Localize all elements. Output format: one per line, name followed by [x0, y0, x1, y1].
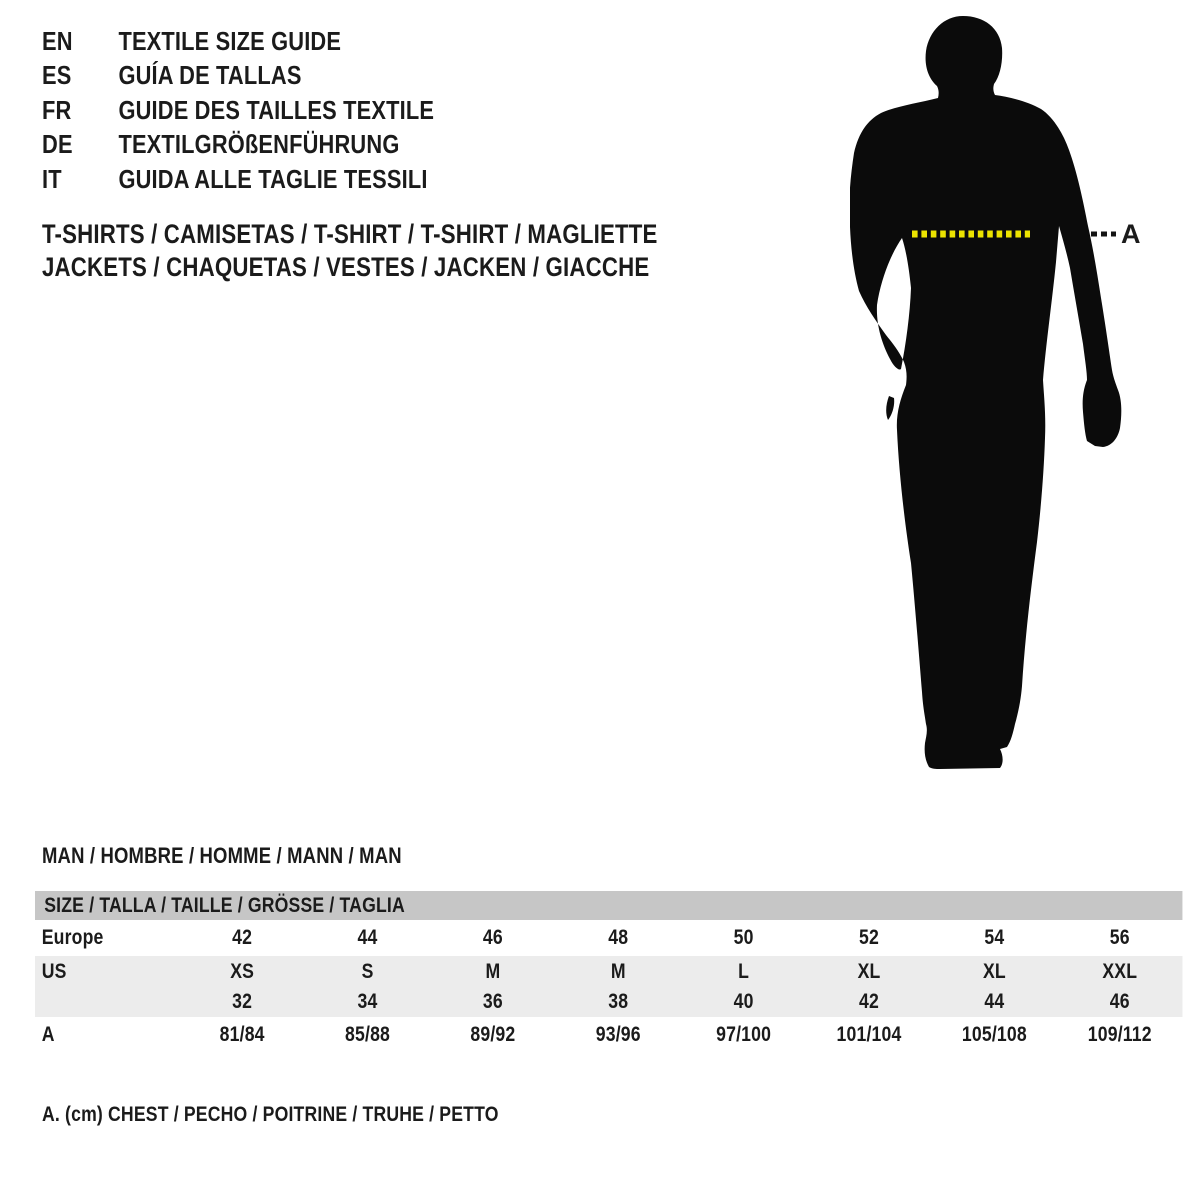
language-title: GUIDE DES TAILLES TEXTILE [118, 94, 435, 125]
language-row-it [42, 162, 680, 197]
language-title: TEXTILE SIZE GUIDE [118, 25, 342, 56]
language-code: IT [42, 163, 62, 194]
man-silhouette [850, 0, 1150, 790]
language-code: FR [42, 94, 72, 125]
size-cell: 36 [482, 990, 503, 1013]
size-cell: 44 [984, 990, 1005, 1013]
language-title: GUIDA ALLE TAGLIE TESSILI [118, 163, 428, 194]
size-cell: 85/88 [345, 1023, 391, 1046]
size-cell: 52 [859, 926, 879, 949]
size-cell: 56 [1109, 926, 1130, 949]
size-cell: 89/92 [470, 1023, 516, 1046]
category-tshirts: T-SHIRTS / CAMISETAS / T-SHIRT / T-SHIRT / MAGLIETTE [42, 219, 658, 249]
language-code: ES [42, 60, 72, 91]
table-row-chest-cm [35, 1017, 1182, 1053]
language-code: EN [42, 25, 73, 56]
garment-categories [42, 218, 798, 284]
size-cell: 93/96 [595, 1023, 641, 1046]
category-jackets: JACKETS / CHAQUETAS / VESTES / JACKEN / GIACCHE [42, 252, 650, 282]
size-cell: 38 [608, 990, 629, 1013]
language-code: DE [42, 129, 73, 160]
size-cell: 101/104 [836, 1023, 902, 1046]
size-table [35, 891, 1182, 1053]
size-cell: 54 [984, 926, 1005, 949]
language-row-en [42, 24, 680, 59]
language-list [42, 24, 680, 197]
size-cell: XXL [1102, 959, 1138, 983]
language-title: GUÍA DE TALLAS [118, 60, 302, 91]
row-label: A [41, 1023, 55, 1046]
size-cell: XL [982, 959, 1006, 983]
measure-label-a: A [1121, 219, 1141, 249]
table-row-numeric [35, 987, 1182, 1017]
size-cell: 81/84 [219, 1023, 265, 1046]
language-row-fr [42, 93, 680, 128]
size-cell: 34 [357, 990, 378, 1013]
size-cell: 105/108 [961, 1023, 1027, 1046]
size-cell: 40 [733, 990, 754, 1013]
size-cell: L [738, 959, 750, 983]
size-cell: XL [857, 959, 881, 983]
size-cell: XS [230, 959, 255, 983]
man-silhouette-shape [850, 16, 1121, 769]
language-row-de [42, 128, 680, 163]
size-cell: 50 [733, 926, 754, 949]
size-cell: 109/112 [1087, 1023, 1152, 1046]
row-label: US [41, 959, 67, 983]
size-cell: 42 [232, 926, 253, 949]
size-cell: 46 [482, 926, 503, 949]
section-title-man: MAN / HOMBRE / HOMME / MANN / MAN [42, 843, 402, 868]
table-row-europe [35, 920, 1182, 956]
measurement-footnote: A. (cm) CHEST / PECHO / POITRINE / TRUHE / PETTO [42, 1103, 499, 1126]
size-cell: 44 [357, 926, 378, 949]
size-cell: 48 [608, 926, 629, 949]
size-cell: 46 [1109, 990, 1130, 1013]
row-label: Europe [41, 926, 104, 949]
size-cell: 32 [232, 990, 253, 1013]
size-cell: S [361, 959, 374, 983]
size-cell: M [610, 959, 626, 983]
size-cell: 42 [859, 990, 879, 1013]
size-cell: 97/100 [716, 1023, 772, 1046]
language-row-es [42, 59, 680, 94]
language-title: TEXTILGRÖßENFÜHRUNG [118, 129, 400, 160]
table-row-us [35, 956, 1182, 987]
size-cell: M [485, 959, 501, 983]
size-table-header: SIZE / TALLA / TAILLE / GRÖSSE / TAGLIA [35, 891, 1182, 920]
